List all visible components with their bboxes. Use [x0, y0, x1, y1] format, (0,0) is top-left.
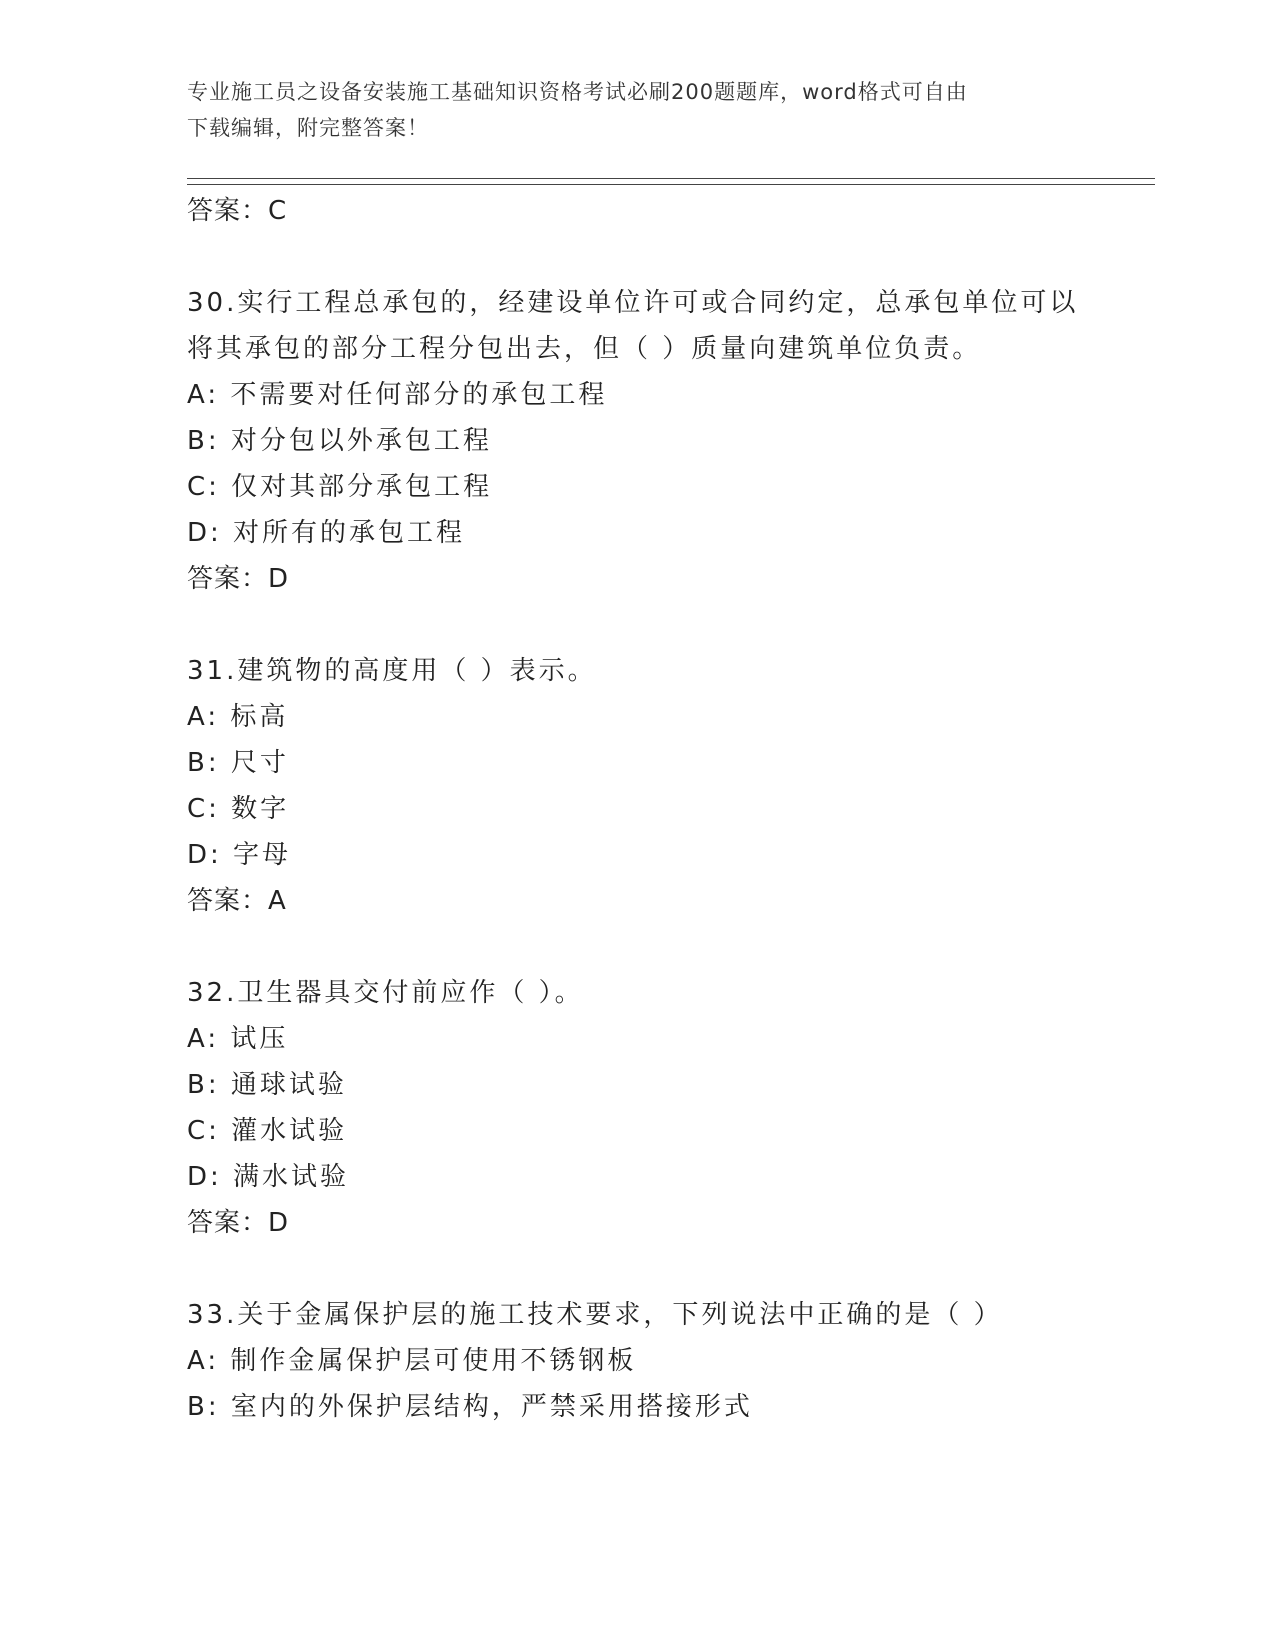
question-33	[187, 1292, 1147, 1430]
question-stem: 31.建筑物的高度用（ ）表示。	[187, 656, 597, 686]
option-d: D: 字母	[187, 840, 292, 870]
option-a: A: 不需要对任何部分的承包工程	[187, 380, 608, 410]
header-title-line-2: 下载编辑，附完整答案！	[187, 116, 429, 140]
option-b: B: 对分包以外承包工程	[187, 426, 492, 456]
option-d: D: 对所有的承包工程	[187, 518, 466, 548]
question-30	[187, 280, 1147, 602]
question-stem: 32.卫生器具交付前应作（ ）。	[187, 978, 584, 1008]
question-32	[187, 970, 1147, 1246]
option-c: C: 数字	[187, 794, 290, 824]
option-c: C: 灌水试验	[187, 1116, 348, 1146]
option-d: D: 满水试验	[187, 1162, 350, 1192]
spacer	[187, 924, 1147, 970]
option-b: B: 室内的外保护层结构，严禁采用搭接形式	[187, 1392, 753, 1422]
question-stem: 30.实行工程总承包的，经建设单位许可或合同约定，总承包单位可以	[187, 288, 1079, 318]
spacer	[187, 602, 1147, 648]
option-a: A: 试压	[187, 1024, 289, 1054]
answer: 答案：D	[187, 564, 290, 594]
spacer	[187, 1246, 1147, 1292]
question-stem: 33.关于金属保护层的施工技术要求，下列说法中正确的是（ ）	[187, 1300, 1003, 1330]
header-divider	[187, 178, 1155, 185]
answer: 答案：A	[187, 886, 287, 916]
option-b: B: 尺寸	[187, 748, 289, 778]
option-c: C: 仅对其部分承包工程	[187, 472, 493, 502]
question-stem-continued: 将其承包的部分工程分包出去，但（ ）质量向建筑单位负责。	[187, 334, 982, 364]
header-title-line-1: 专业施工员之设备安装施工基础知识资格考试必刷200题题库，word格式可自由	[187, 80, 968, 104]
spacer	[187, 234, 1147, 280]
question-list	[187, 188, 1147, 1430]
answer: 答案：D	[187, 1208, 290, 1238]
option-a: A: 制作金属保护层可使用不锈钢板	[187, 1346, 637, 1376]
option-b: B: 通球试验	[187, 1070, 347, 1100]
option-a: A: 标高	[187, 702, 289, 732]
question-31	[187, 648, 1147, 924]
answer-previous-question: 答案：C	[187, 196, 288, 226]
document-header	[187, 74, 1087, 146]
